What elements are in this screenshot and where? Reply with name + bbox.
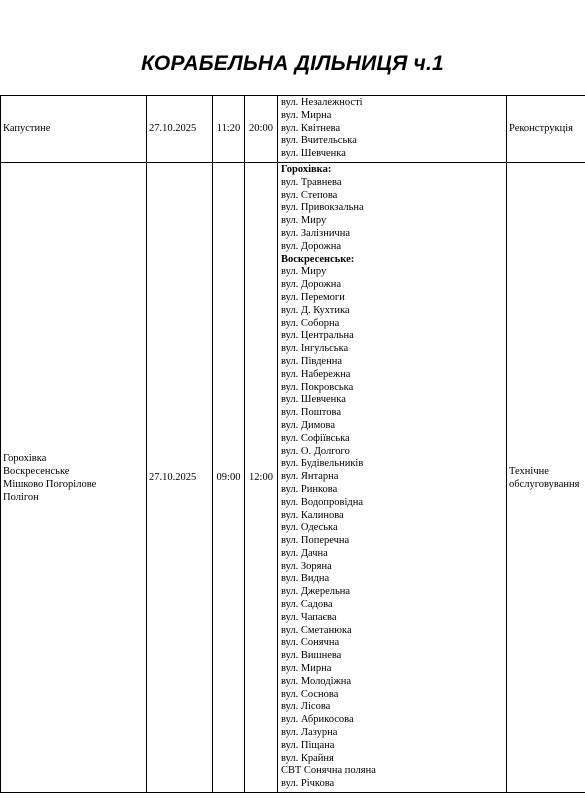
date-cell: 27.10.2025	[147, 96, 213, 163]
street-item: вул. Будівельників	[281, 458, 364, 470]
street-item: вул. Залізнична	[281, 227, 350, 239]
time-from-cell: 09:00	[213, 162, 245, 792]
date-cell: 27.10.2025	[147, 162, 213, 792]
street-item: вул. О. Долгого	[281, 445, 350, 457]
street-item: вул. Сметанюка	[281, 624, 352, 636]
reason-cell	[507, 96, 585, 163]
street-item: вул. Одеська	[281, 522, 338, 534]
street-item: вул. Вчительська	[281, 135, 357, 147]
settlement-cell	[1, 162, 147, 792]
street-item: СВТ Сонячна поляна	[281, 765, 376, 777]
time-to-cell: 20:00	[245, 96, 278, 163]
street-item: вул. Софіївська	[281, 432, 350, 444]
street-item: вул. Водопровідна	[281, 496, 364, 508]
street-item: вул. Річкова	[281, 778, 335, 790]
street-item: вул. Шевченка	[281, 394, 346, 406]
street-item: вул. Янтарна	[281, 471, 339, 483]
street-item: вул. Димова	[281, 419, 336, 431]
street-item: вул. Степова	[281, 189, 338, 201]
street-item: вул. Калинова	[281, 509, 344, 521]
street-item: вул. Шевченка	[281, 148, 346, 160]
street-item: вул. Привокзальна	[281, 202, 364, 214]
streets-cell	[278, 162, 507, 792]
street-item: вул. Лісова	[281, 701, 331, 713]
street-item: вул. Миру	[281, 266, 327, 278]
streets-cell	[278, 96, 507, 163]
street-item: вул. Мирна	[281, 109, 332, 121]
street-item: вул. Дорожна	[281, 279, 342, 291]
street-item: вул. Сонячна	[281, 637, 340, 649]
street-item: вул. Ринкова	[281, 483, 338, 495]
street-item: вул. Центральна	[281, 330, 354, 342]
street-item: вул. Садова	[281, 599, 333, 611]
settlement-name: Капустине	[3, 123, 51, 135]
street-item: вул. Абрикосова	[281, 714, 354, 726]
street-item: вул. Чапаєва	[281, 611, 337, 623]
reason-text: Реконструкція	[509, 123, 574, 135]
street-item: вул. Незалежності	[281, 97, 363, 108]
street-item: вул. Мирна	[281, 663, 332, 675]
street-item: вул. Поперечна	[281, 535, 350, 547]
street-item: вул. Крайня	[281, 752, 334, 764]
settlement-heading: Воскресенське:	[281, 253, 355, 265]
street-item: вул. Соснова	[281, 688, 339, 700]
time-to-cell: 12:00	[245, 162, 278, 792]
street-item: вул. Набережна	[281, 368, 351, 380]
reason-cell	[507, 162, 585, 792]
street-item: вул. Піщана	[281, 739, 335, 751]
time-from-cell: 11:20	[213, 96, 245, 163]
street-item: вул. Поштова	[281, 407, 341, 419]
street-item: вул. Зоряна	[281, 560, 332, 572]
settlement-heading: Горохівка:	[281, 163, 332, 175]
street-item: вул. Дорожна	[281, 240, 342, 252]
page-title: КОРАБЕЛЬНА ДІЛЬНИЦЯ ч.1	[141, 52, 444, 75]
street-item: вул. Квітнева	[281, 122, 341, 134]
street-item: вул. Видна	[281, 573, 330, 585]
settlement-name: Мішково Погорілове	[3, 478, 97, 490]
table-row	[1, 162, 585, 792]
street-item: вул. Дачна	[281, 547, 328, 559]
street-item: вул. Інгульська	[281, 343, 349, 355]
street-item: вул. Молодіжна	[281, 675, 352, 687]
outage-schedule-table	[0, 95, 585, 793]
street-item: вул. Лазурна	[281, 727, 338, 739]
settlement-name: Горохівка	[3, 452, 47, 464]
table-row	[1, 96, 585, 163]
street-item: вул. Травнева	[281, 176, 342, 188]
settlement-cell	[1, 96, 147, 163]
street-item: вул. Вишнева	[281, 650, 342, 662]
street-item: вул. Покровська	[281, 381, 354, 393]
street-item: вул. Південна	[281, 355, 342, 367]
street-item: вул. Д. Кухтика	[281, 304, 350, 316]
settlement-name: Полігон	[3, 491, 39, 503]
settlement-name: Воскресенське	[3, 465, 70, 477]
reason-text: обслуговування	[509, 478, 580, 490]
street-item: вул. Джерельна	[281, 586, 351, 598]
reason-text: Технічне	[509, 465, 549, 477]
street-item: вул. Соборна	[281, 317, 340, 329]
street-item: вул. Перемоги	[281, 291, 345, 303]
street-item: вул. Миру	[281, 215, 327, 227]
